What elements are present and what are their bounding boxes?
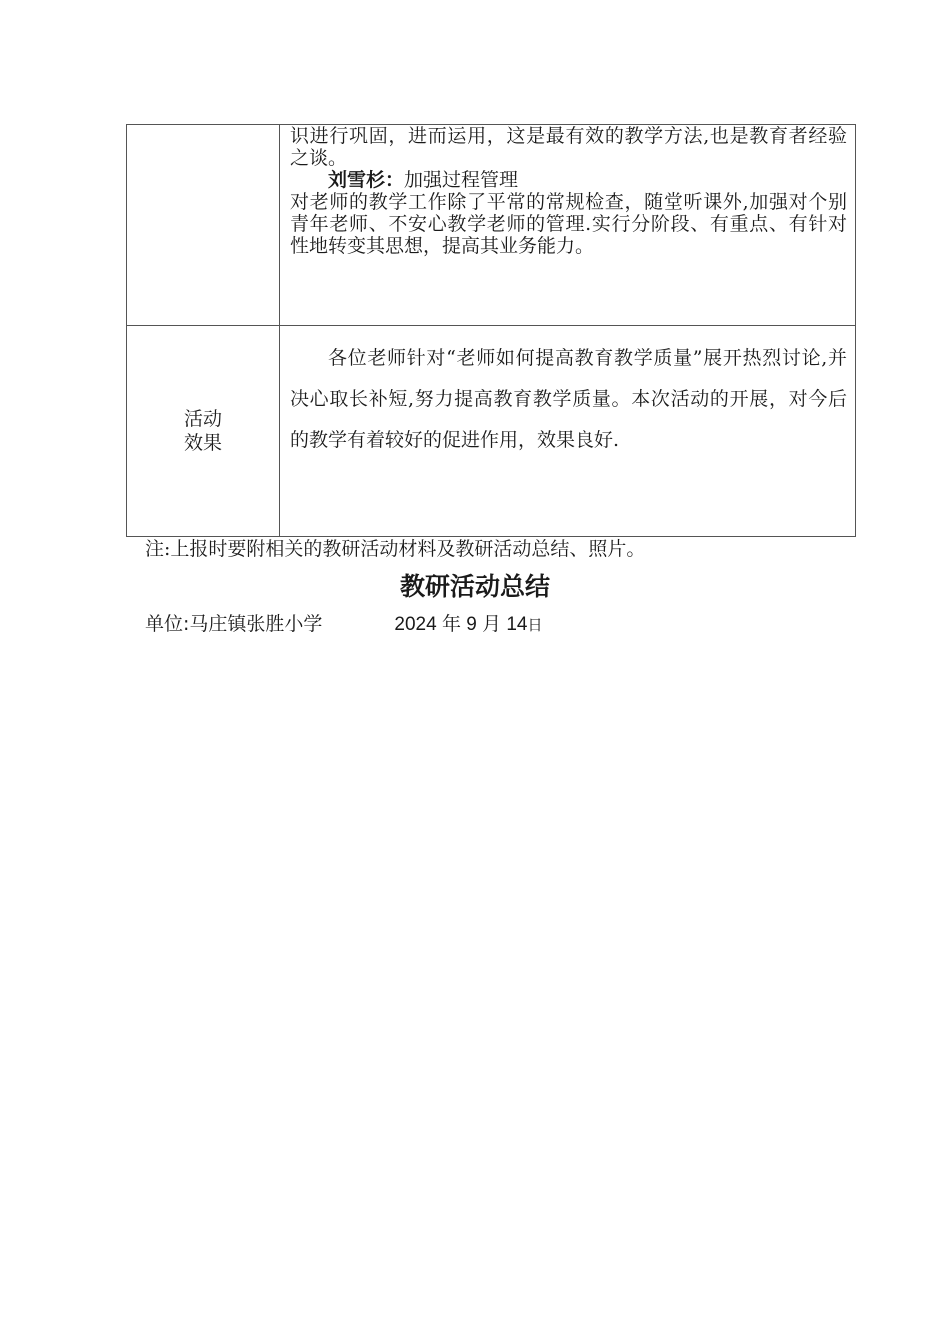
unit-date-line xyxy=(145,611,543,638)
footnote: 注:上报时要附相关的教研活动材料及教研活动总结、照片。 xyxy=(145,538,646,560)
paragraph-continuation: 识进行巩固，进而运用，这是最有效的教学方法,也是教育者经验之谈。 xyxy=(290,125,847,169)
activity-effect-content xyxy=(280,326,856,537)
table-row xyxy=(127,326,856,537)
activity-effect-label xyxy=(127,326,280,537)
paragraph-management: 对老师的教学工作除了平常的常规检查，随堂听课外,加强对个别青年老师、不安心教学老师的管理.实行分阶段、有重点、有针对性地转变其思想，提高其业务能力。 xyxy=(290,191,847,257)
page-title: 教研活动总结 xyxy=(399,572,550,601)
label-line-1: 活动 xyxy=(183,408,222,430)
speaker-topic: 加强过程管理 xyxy=(404,169,519,191)
row-content-cell xyxy=(280,125,856,326)
speaker-name: 刘雪杉： xyxy=(328,169,405,191)
activity-effect-text: 各位老师针对“老师如何提高教育教学质量”展开热烈讨论,并决心取长补短,努力提高教育教学质量。本次活动的开展，对今后的教学有着较好的促进作用，效果良好. xyxy=(290,347,847,451)
unit-name: 单位:马庄镇张胜小学 xyxy=(145,613,323,635)
report-date: 2024 年 9 月 14 xyxy=(394,614,528,635)
label-line-2: 效果 xyxy=(183,432,222,454)
activity-table xyxy=(126,124,856,537)
table-row xyxy=(127,125,856,326)
speaker-line xyxy=(290,169,847,191)
report-date-day: 日 xyxy=(527,616,543,634)
row-label-cell xyxy=(127,125,280,326)
